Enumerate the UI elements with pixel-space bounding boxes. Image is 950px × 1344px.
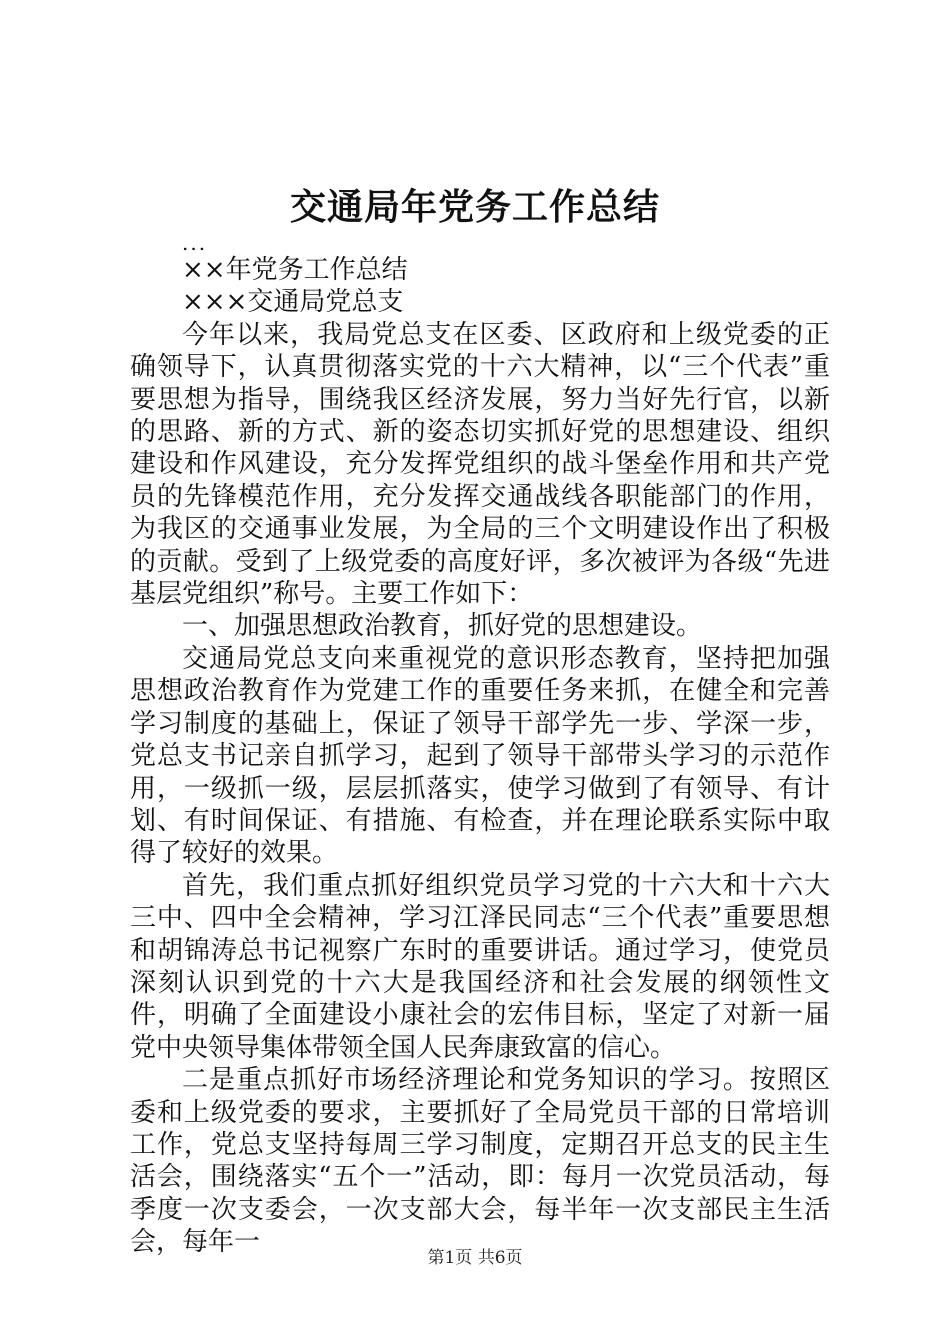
paragraph: 一、加强思想政治教育，抓好党的思想建设。: [182, 611, 703, 642]
paragraph: ×××交通局党总支: [182, 287, 404, 318]
paragraph: 二是重点抓好市场经济理论和党务知识的学习。按照区委和上级党委的要求，主要抓好了全局党员干部的日常培训工作，党总支坚持每周三学习制度，定期召开总支的民主生活会，围绕落实“五个一”活动，即：每月一次党员活动，每季度一次支委会，一次支部大会，每半年一次支部民主生活会，每年一: [130, 1065, 830, 1258]
paragraph: 今年以来，我局党总支在区委、区政府和上级党委的正确领导下，认真贯彻落实党的十六大精神，以“三个代表”重要思想为指导，围绕我区经济发展，努力当好先行官，以新的思路、新的方式、新的姿态切实抓好党的思想建设、组织建设和作风建设，充分发挥党组织的战斗堡垒作用和共产党员的先锋模范作用，充分发挥交通战线各职能部门的作用，为我区的交通事业发展，为全局的三个文明建设作出了积极的贡献。受到了上级党委的高度好评，多次被评为各级“先进基层党组织”称号。主要工作如下：: [130, 319, 830, 610]
ellipsis-text: ...: [182, 231, 208, 255]
paragraph: 交通局党总支向来重视党的意识形态教育，坚持把加强思想政治教育作为党建工作的重要任务来抓，在健全和完善学习制度的基础上，保证了领导干部学先一步、学深一步，党总支书记亲自抓学习，起到了领导干部带头学习的示范作用，一级抓一级，层层抓落实，使学习做到了有领导、有计划、有时间保证、有措施、有检查，并在理论联系实际中取得了较好的效果。: [130, 643, 830, 869]
document-title: 交通局年党务工作总结: [289, 186, 660, 228]
paragraph: 首先，我们重点抓好组织党员学习党的十六大和十六大三中、四中全会精神，学习江泽民同志“三个代表”重要思想和胡锦涛总书记视察广东时的重要讲话。通过学习，使党员深刻认识到党的十六大是我国经济和社会发展的纲领性文件，明确了全面建设小康社会的宏伟目标，坚定了对新一届党中央领导集体带领全国人民奔康致富的信心。: [130, 870, 830, 1063]
paragraph: ××年党务工作总结: [182, 255, 408, 285]
page-number-footer: 第1页 共6页: [427, 1248, 523, 1268]
document-body: [130, 232, 830, 1259]
